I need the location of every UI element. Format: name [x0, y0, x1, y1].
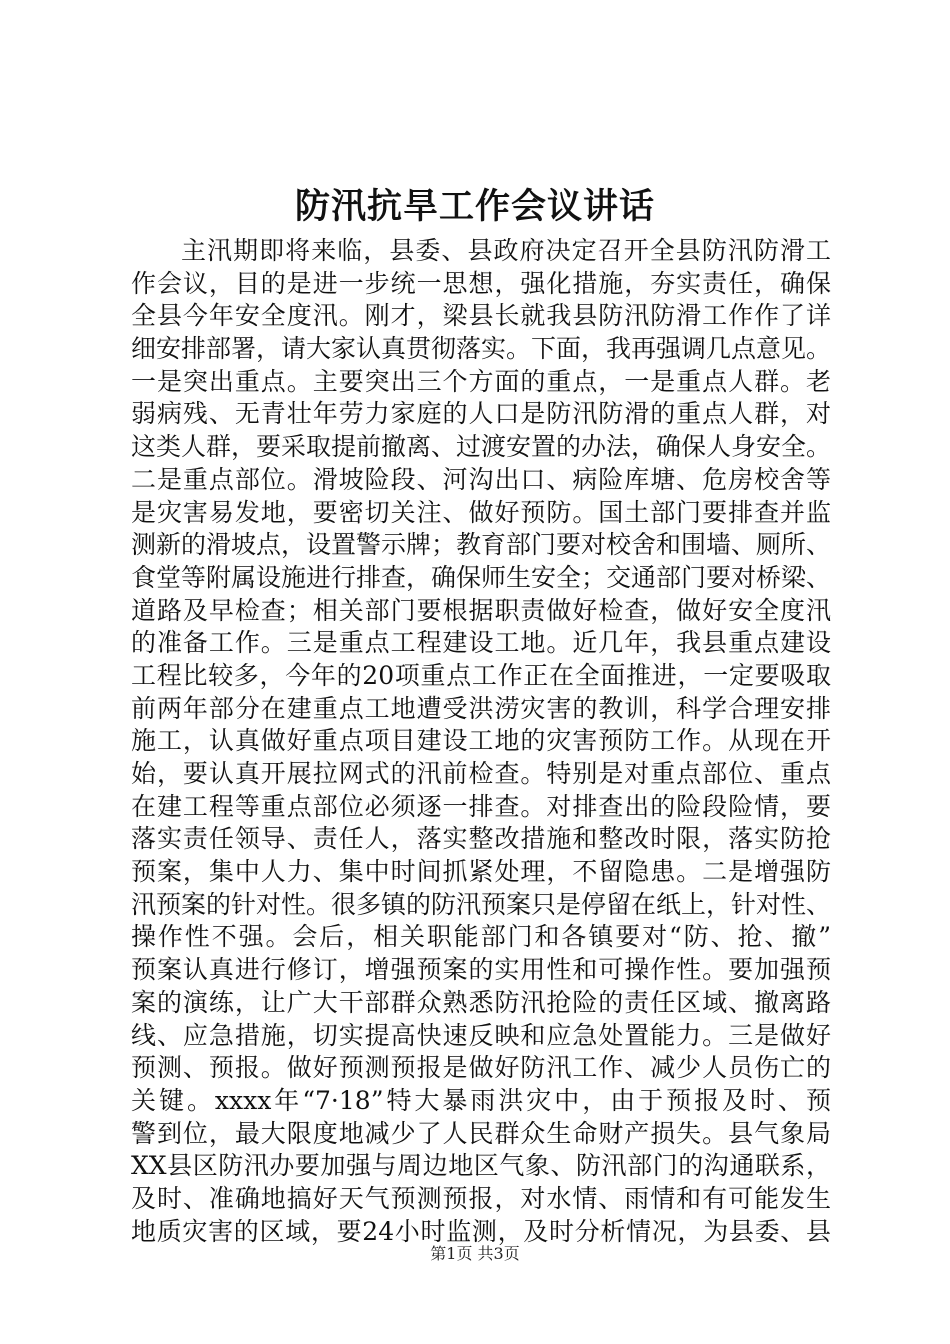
body-line: 地质灾害的区域，要24小时监测，及时分析情况，为县委、县	[131, 1216, 831, 1246]
body-line: 预案认真进行修订，增强预案的实用性和可操作性。要加强预	[131, 955, 831, 985]
body-line: 主汛期即将来临，县委、县政府决定召开全县防汛防滑工	[181, 236, 831, 265]
body-line: 预测、预报。做好预测预报是做好防汛工作、减少人员伤亡的	[131, 1053, 831, 1083]
body-line: XX县区防汛办要加强与周边地区气象、防汛部门的沟通联系，	[131, 1151, 831, 1181]
body-line: 一是突出重点。主要突出三个方面的重点，一是重点人群。老	[131, 366, 831, 396]
body-line: 预案，集中人力、集中时间抓紧处理，不留隐患。二是增强防	[131, 857, 831, 887]
body-line: 工程比较多，今年的20项重点工作正在全面推进，一定要吸取	[131, 660, 831, 690]
body-line: 在建工程等重点部位必须逐一排查。对排查出的险段险情，要	[131, 791, 831, 821]
body-line: 二是重点部位。滑坡险段、河沟出口、病险库塘、危房校舍等	[131, 464, 831, 494]
body-line: 作会议，目的是进一步统一思想，强化措施，夯实责任，确保	[131, 268, 831, 298]
body-line: 关键。xxxx年“7·18”特大暴雨洪灾中，由于预报及时、预	[131, 1085, 831, 1115]
document-title: 防汛抗旱工作会议讲话	[294, 186, 655, 227]
body-line: 汛预案的针对性。很多镇的防汛预案只是停留在纸上，针对性、	[131, 889, 832, 919]
body-line: 警到位，最大限度地减少了人民群众生命财产损失。县气象局	[131, 1118, 831, 1148]
body-line: 细安排部署，请大家认真贯彻落实。下面，我再强调几点意见。	[131, 334, 832, 364]
document-body	[131, 235, 831, 1248]
body-line: 案的演练，让广大干部群众熟悉防汛抢险的责任区域、撤离路	[131, 987, 831, 1017]
body-line: 测新的滑坡点，设置警示牌；教育部门要对校舍和围墙、厕所、	[131, 530, 832, 560]
body-line: 道路及早检查；相关部门要根据职责做好检查，做好安全度汛	[131, 595, 831, 625]
body-line: 始，要认真开展拉网式的汛前检查。特别是对重点部位、重点	[131, 759, 831, 788]
body-line: 前两年部分在建重点工地遭受洪涝灾害的教训，科学合理安排	[131, 693, 831, 723]
body-line: 的准备工作。三是重点工程建设工地。近几年，我县重点建设	[131, 628, 831, 658]
body-line: 施工，认真做好重点项目建设工地的灾害预防工作。从现在开	[131, 726, 831, 756]
body-line: 全县今年安全度汛。刚才，梁县长就我县防汛防滑工作作了详	[131, 301, 831, 331]
body-line: 弱病残、无青壮年劳力家庭的人口是防汛防滑的重点人群，对	[131, 399, 831, 429]
body-line: 及时、准确地搞好天气预测预报，对水情、雨情和有可能发生	[131, 1183, 831, 1213]
body-line: 食堂等附属设施进行排查，确保师生安全；交通部门要对桥梁、	[131, 562, 832, 592]
page-footer: 第1页 共3页	[430, 1244, 520, 1263]
body-line: 操作性不强。会后，相关职能部门和各镇要对“防、抢、撤”	[131, 922, 831, 952]
body-line: 线、应急措施，切实提高快速反映和应急处置能力。三是做好	[131, 1020, 831, 1050]
body-line: 这类人群，要采取提前撤离、过渡安置的办法，确保人身安全。	[131, 432, 832, 462]
body-line: 是灾害易发地，要密切关注、做好预防。国土部门要排查并监	[131, 497, 831, 527]
body-line: 落实责任领导、责任人，落实整改措施和整改时限，落实防抢	[131, 824, 831, 854]
